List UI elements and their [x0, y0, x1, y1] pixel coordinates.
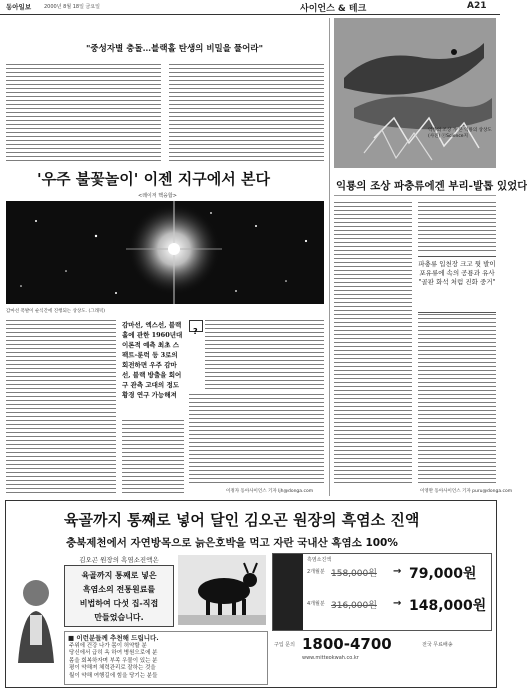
description-line: 흑염소의 전통원료를 [82, 585, 156, 594]
article-quote: "중성자별 충돌…블랙홀 탄생의 비밀을 풀어라" [86, 44, 263, 54]
universe-article [6, 18, 324, 496]
package-quantity: 2개월분 [307, 569, 325, 575]
sidebar-highlight-text: 감마선, 엑스선, 블랙홀에 관한 1960년대 이론적 예측 최초 스팩트-룬럭 등 3로의 회전하면 우주 감마선, 블랙 방출을 회어 구 관측 고대의 정도 황경 연구 가능해져 [122, 321, 183, 399]
ad-headline: 육골까지 통째로 넣어 달인 김오곤 원장의 흑염소 진액 [64, 511, 420, 529]
list-item: 월이 약해 여행길에 힘을 당기는 분들 [69, 672, 158, 679]
regular-price: 158,000원 [331, 569, 377, 579]
page-number: A21 [467, 1, 487, 11]
sale-price: 148,000원 [409, 598, 487, 614]
black-goat-advertisement[interactable] [5, 500, 497, 688]
article-kicker: <레이저 핵융합> [138, 193, 177, 199]
pterosaur-article-title: 익룡의 조상 파충류에겐 부리-발톱 있었다 [336, 180, 527, 192]
recommendation-list [64, 631, 268, 685]
list-title: ■ 이런분들께 추천해 드립니다. [68, 634, 159, 642]
pterosaur-photo [334, 18, 496, 168]
list-item: 평이 약해져 체력관리로 잘하는 것을 [69, 665, 156, 672]
arrow-right-icon: → [393, 566, 402, 577]
order-phone-number[interactable]: 1800-4700 [302, 635, 392, 653]
pterosaur-illustration [334, 18, 496, 168]
regular-price: 316,000원 [331, 601, 377, 611]
doctor-photo [12, 553, 60, 681]
product-description-box [64, 565, 174, 627]
body-text-block [418, 314, 496, 486]
body-text-block [6, 320, 116, 494]
sale-price: 79,000원 [409, 566, 477, 582]
brand-label: 흑염소진액 [307, 557, 332, 563]
doctor-intro: 김오곤 원장의 흑염소진액은 [79, 556, 159, 564]
free-shipping-label: 전국 무료배송 [422, 642, 453, 648]
list-item: 주위에 건강 나가 몸이 허약할 분 [69, 643, 147, 649]
list-item: 몸을 회복하자며 부족 우물이 있는 분 [69, 657, 158, 664]
order-label: 구입 문의 [274, 642, 295, 648]
pterosaur-photo-caption: 익룡의 조상 가 본 익룡의 상상도 (사진) ⓒScience지 [428, 128, 492, 139]
body-text-block [122, 420, 184, 494]
svg-text:?: ? [193, 327, 198, 336]
description-line: 육골까지 통째로 넣은 [81, 571, 157, 580]
section-title: 사이언스 & 테크 [300, 4, 367, 14]
arrow-right-icon: → [393, 598, 402, 609]
column-divider [329, 18, 330, 496]
ad-subhead: 충북제천에서 자연방목으로 늙은호박을 먹고 자란 국내산 흑염소 100% [66, 537, 398, 549]
product-box-image [273, 554, 303, 630]
body-text-block [205, 320, 324, 390]
order-info [272, 635, 490, 681]
issue-date: 2000년 8월 18일 금요일 [44, 4, 101, 10]
title-rule [334, 195, 496, 196]
black-goat-photo [178, 555, 266, 625]
photo-caption: 감마선 폭발이 순식간에 진행되는 상상도. (그래픽) [6, 309, 106, 314]
gamma-ray-burst-photo [6, 201, 324, 304]
body-text-block [334, 202, 412, 486]
body-text-block [6, 64, 161, 164]
newspaper-logo: 동아일보 [6, 3, 32, 11]
pterosaur-byline: 이영완 동아사이언스 기자 puru@donga.com [420, 489, 513, 494]
pull-quote: 파충류 입천장 크고 뒷 발이 포유류에 속의 공룡과 유사 "골판 화석 처럼 진화 중거" [418, 260, 496, 286]
price-panel [272, 553, 492, 631]
package-quantity: 4개월분 [307, 601, 325, 607]
question-mark-icon [189, 320, 203, 336]
article-byline: 이정자 동아사이언스 기자 ljh@donga.com [226, 489, 314, 494]
body-text-block [169, 64, 324, 164]
pterosaur-article [334, 18, 527, 496]
body-text-block [418, 202, 496, 254]
description-line: 만들었습니다. [94, 613, 144, 622]
black-goat-image [178, 555, 266, 625]
page-header [0, 0, 500, 15]
website-url[interactable]: www.mitteokwah.co.kr [302, 655, 359, 661]
doctor-portrait [12, 553, 60, 681]
description-line: 비법하여 다섯 집-직접 [79, 599, 159, 608]
list-item: 당신에서 급히 옥 하여 병원으로에 분 [69, 650, 158, 657]
body-text-block [189, 394, 324, 486]
sidebar-highlight [122, 320, 184, 416]
pull-quote-box [418, 256, 496, 313]
starfield-illustration [6, 201, 324, 304]
article-title: '우주 불꽃놀이' 이젠 지구에서 본다 [37, 170, 270, 188]
